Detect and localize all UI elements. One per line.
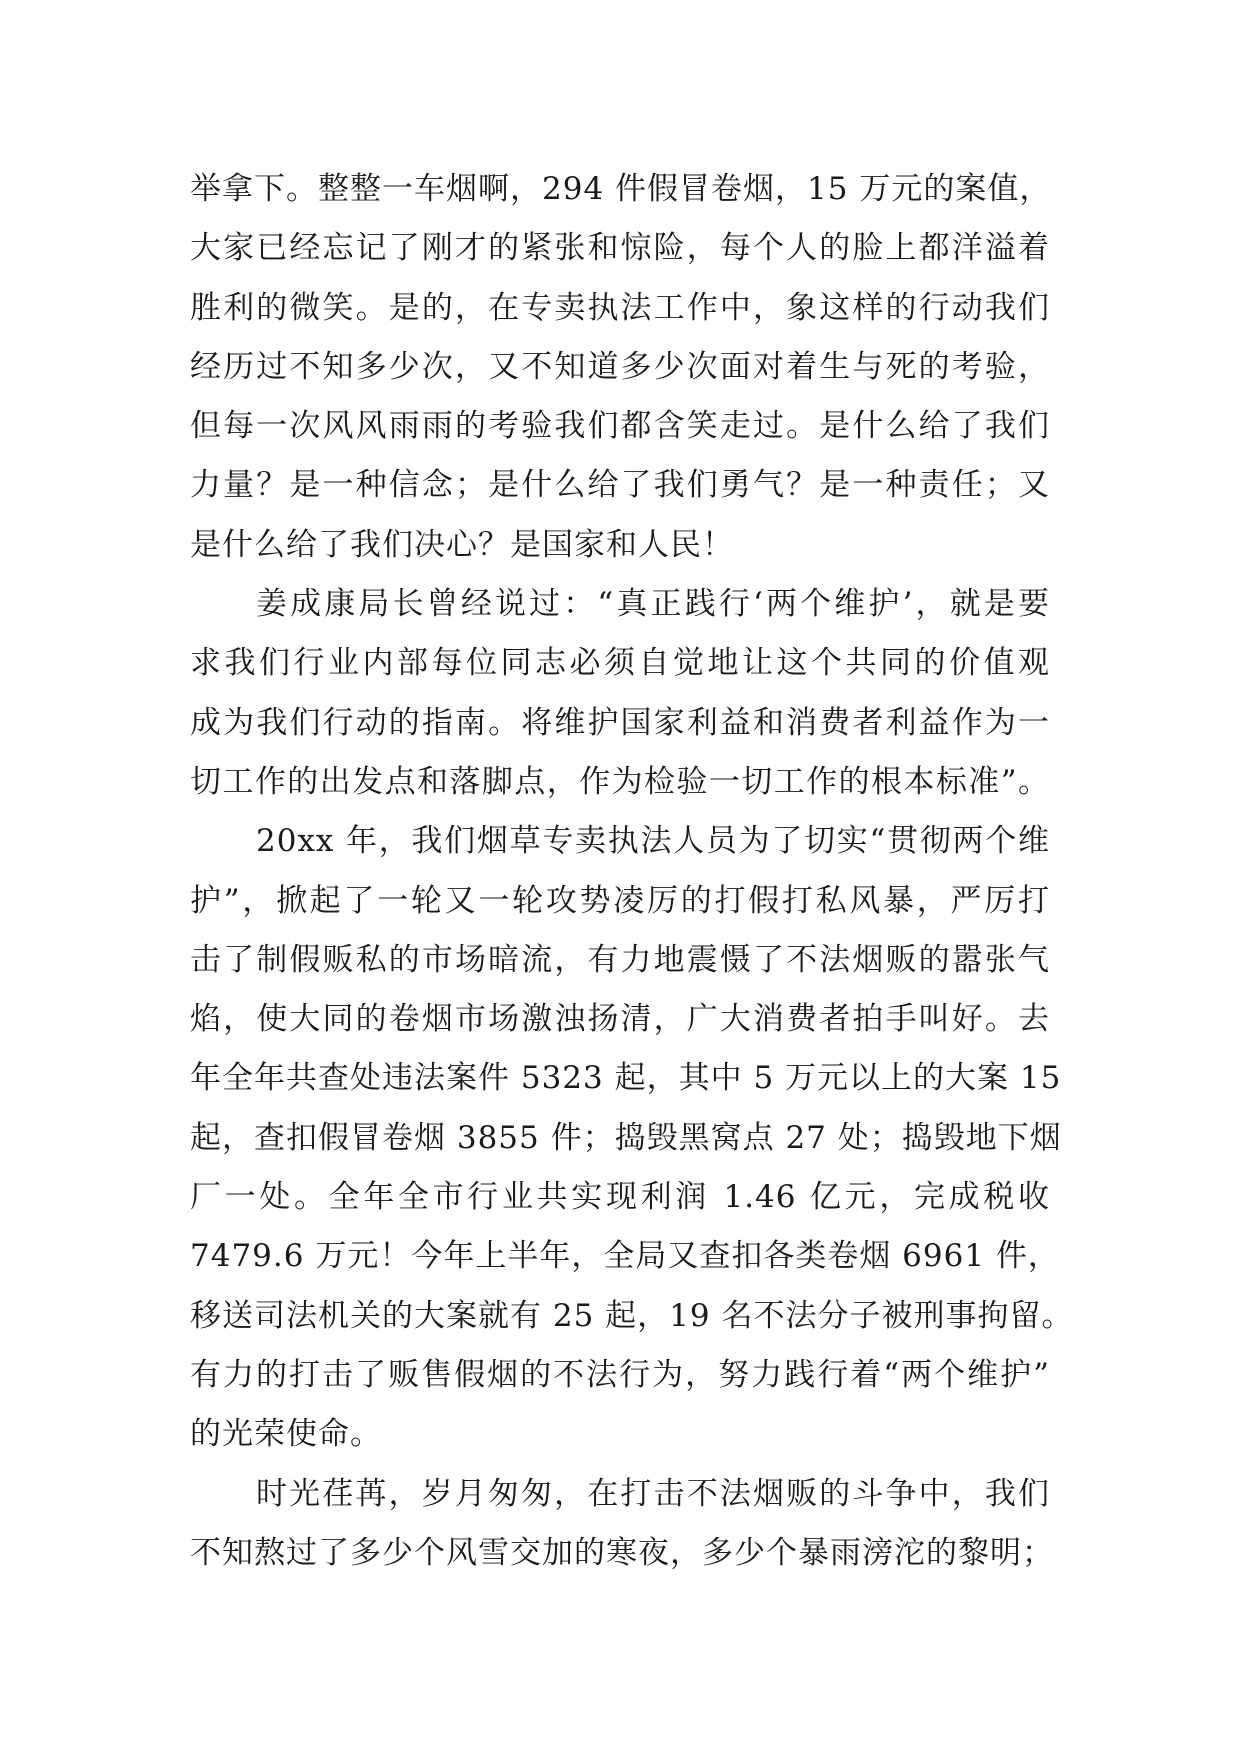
paragraph-start-line: 姜成康局长曾经说过：“真正践行‘两个维护’，就是要 — [256, 586, 1050, 623]
paragraph-start-line: 时光荏苒，岁月匆匆，在打击不法烟贩的斗争中，我们 — [256, 1475, 1050, 1512]
text-line: 移送司法机关的大案就有 25 起，19 名不法分子被刑事拘留。 — [190, 1297, 1074, 1334]
text-line: 举拿下。整整一车烟啊，294 件假冒卷烟，15 万元的案值， — [190, 171, 1052, 207]
text-line: 7479.6 万元！今年上半年，全局又查扣各类卷烟 6961 件， — [190, 1238, 1060, 1275]
text-line: 切工作的出发点和落脚点，作为检验一切工作的根本标准”。 — [190, 763, 1050, 800]
paragraph-start-line: 20xx 年，我们烟草专卖执法人员为了切实“贯彻两个维 — [256, 823, 1050, 860]
text-line: 起，查扣假冒卷烟 3855 件；捣毁黑窝点 27 处；捣毁地下烟 — [190, 1119, 1062, 1156]
text-line: 大家已经忘记了刚才的紧张和惊险，每个人的脸上都洋溢着 — [190, 230, 1050, 267]
text-line: 有力的打击了贩售假烟的不法行为，努力践行着“两个维护” — [190, 1356, 1050, 1393]
text-line: 但每一次风风雨雨的考验我们都含笑走过。是什么给了我们 — [190, 408, 1050, 445]
text-line: 不知熬过了多少个风雪交加的寒夜，多少个暴雨滂沱的黎明； — [190, 1534, 1054, 1571]
text-line: 经历过不知多少次，又不知道多少次面对着生与死的考验， — [190, 348, 1050, 385]
text-line: 护”，掀起了一轮又一轮攻势凌厉的打假打私风暴，严厉打 — [190, 882, 1050, 919]
text-line: 厂一处。全年全市行业共实现利润 1.46 亿元，完成税收 — [190, 1179, 1050, 1216]
text-line: 年全年共查处违法案件 5323 起，其中 5 万元以上的大案 15 — [190, 1060, 1062, 1097]
text-line: 胜利的微笑。是的，在专卖执法工作中，象这样的行动我们 — [190, 289, 1050, 326]
text-line: 成为我们行动的指南。将维护国家利益和消费者利益作为一 — [190, 704, 1050, 741]
text-line: 力量？是一种信念；是什么给了我们勇气？是一种责任；又 — [190, 467, 1050, 504]
body-text — [190, 160, 1074, 1583]
text-line: 击了制假贩私的市场暗流，有力地震慑了不法烟贩的嚣张气 — [190, 941, 1050, 978]
text-line: 求我们行业内部每位同志必须自觉地让这个共同的价值观 — [190, 645, 1050, 682]
text-line: 是什么给了我们决心？是国家和人民！ — [190, 526, 734, 563]
text-line: 的光荣使命。 — [190, 1416, 382, 1453]
text-line: 焰，使大同的卷烟市场激浊扬清，广大消费者拍手叫好。去 — [190, 1001, 1050, 1038]
